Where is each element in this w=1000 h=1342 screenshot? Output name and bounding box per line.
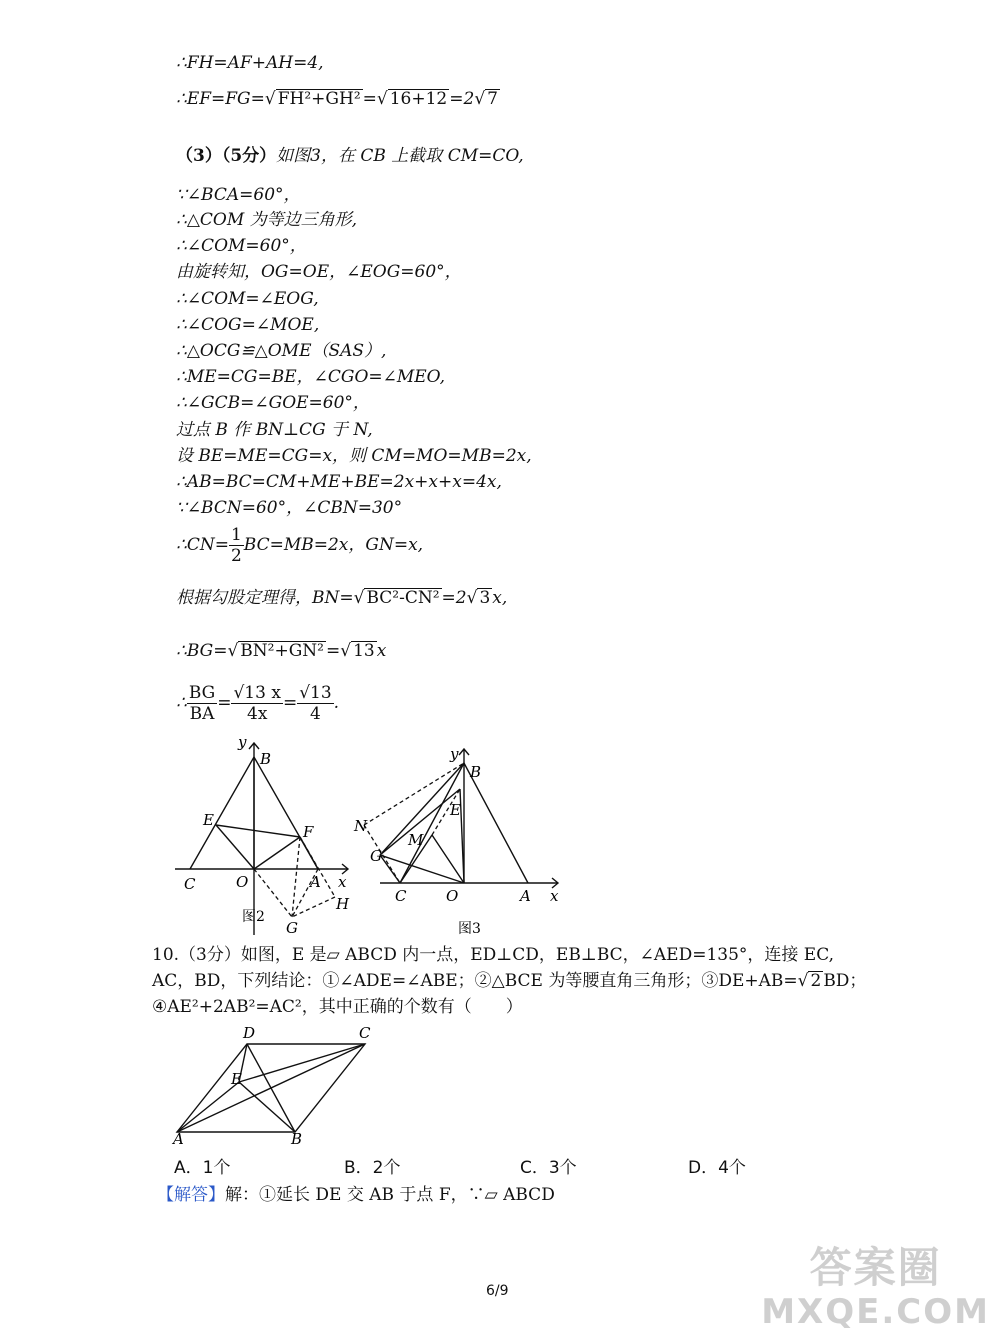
option-a[interactable]: A．1个	[174, 1158, 231, 1178]
fraction-sqrt13-4	[297, 683, 333, 724]
line17-radicand: BC²-CN²	[366, 588, 440, 608]
fig3-label-m: M	[408, 831, 424, 849]
q10-line2-post: BD；	[823, 971, 867, 991]
part3-heading	[176, 145, 524, 167]
solution-line-18: ∴BG=√ BN²+GN² =√ 13 x	[176, 641, 387, 661]
watermark-line-2: MXQE.COM	[761, 1292, 990, 1332]
fig2-label-b: B	[260, 750, 272, 768]
fig2-label-x: x	[338, 873, 347, 891]
fraction-sqrt13x-4x	[231, 683, 282, 724]
fig2-label-h: H	[336, 895, 350, 913]
line19-eq1: =	[217, 693, 232, 713]
line2-prefix: ∴EF=FG=	[176, 89, 265, 109]
line2-post: =2	[449, 89, 475, 109]
part3-text: 如图3，在 CB 上截取 CM=CO,	[276, 146, 524, 166]
line18-end: x	[376, 641, 387, 661]
solution-line-9: ∴△OCG≌△OME（SAS）,	[176, 341, 387, 361]
solution-line-10: ∴ME=CG=BE，∠CGO=∠MEO,	[176, 367, 446, 387]
fig2-label-f: F	[303, 823, 314, 841]
fig2-label-c: C	[184, 875, 196, 893]
fig3-label-e: E	[450, 801, 461, 819]
page-number: 6/9	[486, 1283, 509, 1299]
line17-end: x,	[492, 588, 508, 608]
fig3-caption: 图3	[458, 921, 481, 937]
fig3-label-x: x	[550, 887, 559, 905]
q10-label-d: D	[243, 1024, 256, 1042]
solution-line-17: 根据勾股定理得，BN=√ BC²-CN² =2√ 3 x,	[176, 588, 508, 608]
solution-line-6: 由旋转知，OG=OE，∠EOG=60°，	[176, 262, 462, 282]
watermark-line-1: 答案圈	[809, 1243, 942, 1292]
line17-prefix: 根据勾股定理得，BN=	[176, 588, 354, 608]
fig2-label-e: E	[203, 811, 214, 829]
option-c[interactable]: C．3个	[520, 1158, 577, 1178]
answer-text: 解：①延长 DE 交 AB 于点 F，∵▱ ABCD	[225, 1185, 555, 1205]
figure-q10	[165, 1022, 385, 1147]
solution-line-16	[176, 525, 423, 566]
line18-radicand: BN²+GN²	[240, 641, 324, 661]
fraction-num-sqrt13x: √13 x	[233, 683, 281, 703]
figure-3	[350, 745, 570, 940]
fig3-label-n: N	[354, 817, 368, 835]
line19-end: .	[333, 693, 340, 713]
question-10-line-3: ④AE²+2AB²=AC²，其中正确的个数有（ ）	[152, 997, 523, 1017]
line19-eq2: =	[282, 693, 298, 713]
fig3-label-y: y	[450, 745, 459, 763]
fraction-num-bg: BG	[188, 683, 216, 703]
solution-line-3: ∵∠BCA=60°，	[176, 185, 301, 205]
solution-line-13: 设 BE=ME=CG=x，则 CM=MO=MB=2x,	[176, 446, 532, 466]
fig3-label-a: A	[520, 887, 531, 905]
line18-radicand-2: 13	[353, 641, 375, 661]
fraction-bg-ba	[187, 683, 217, 724]
solution-line-8: ∴∠COG=∠MOE,	[176, 315, 320, 335]
fraction-den-4x: 4x	[247, 704, 268, 724]
fraction-den-ba: BA	[189, 704, 215, 724]
fig2-label-y: y	[238, 735, 247, 751]
fig3-label-o: O	[446, 887, 459, 905]
figure-2	[170, 735, 360, 935]
q10-label-b: B	[291, 1130, 303, 1147]
fig2-label-a: A	[310, 873, 321, 891]
fig2-label-o: O	[236, 873, 249, 891]
half-fraction	[229, 525, 244, 566]
solution-line-1: ∴FH=AF+AH=4,	[176, 53, 324, 73]
solution-line-4: ∴△COM 为等边三角形,	[176, 210, 358, 230]
line2-eq: =	[362, 89, 377, 109]
fig3-label-g: G	[370, 847, 382, 865]
q10-label-e: E	[231, 1070, 242, 1088]
line16-prefix: ∴CN=	[176, 535, 229, 555]
q10-line2-radicand: 2	[810, 971, 822, 991]
watermark-logo	[761, 1243, 990, 1334]
fraction-numerator: 1	[230, 525, 242, 545]
solution-line-15: ∵∠BCN=60°，∠CBN=30°	[176, 498, 403, 518]
line18-prefix: ∴BG=	[176, 641, 228, 661]
question-10-line-2: AC，BD，下列结论：①∠ADE=∠ABE；②△BCE 为等腰直角三角形；③DE+AB=√ 2 BD；	[152, 971, 867, 991]
solution-line-14: ∴AB=BC=CM+ME+BE=2x+x+x=4x,	[176, 472, 502, 492]
part3-head: （3）（5分）	[176, 146, 277, 166]
q10-label-a: A	[173, 1130, 184, 1147]
line2-radicand-2: 16+12	[389, 89, 448, 109]
line17-radicand-2: 3	[479, 588, 491, 608]
line2-radicand-3: 7	[487, 89, 498, 109]
fraction-denominator: 2	[230, 546, 242, 566]
fig3-label-b: B	[470, 763, 482, 781]
q10-line2-pre: AC，BD，下列结论：①∠ADE=∠ABE；②△BCE 为等腰直角三角形；③DE+AB=	[152, 971, 798, 991]
line17-post: =2	[441, 588, 467, 608]
fraction-num-sqrt13: √13	[299, 683, 332, 703]
question-10-line-1: 10.（3分）如图，E 是▱ ABCD 内一点，ED⊥CD，EB⊥BC，∠AED=135°，连接 EC,	[152, 945, 835, 965]
line2-radicand: FH²+GH²	[277, 89, 361, 109]
fig2-label-g: G	[286, 919, 298, 935]
option-b[interactable]: B．2个	[344, 1158, 401, 1178]
solution-line-19	[176, 683, 339, 724]
answer-tag: 【解答】	[157, 1185, 225, 1205]
solution-line-2: ∴EF=FG=√ FH²+GH² =√ 16+12 =2√ 7	[176, 89, 498, 109]
line19-prefix: ∴	[176, 693, 187, 713]
line16-post: BC=MB=2x，GN=x,	[243, 535, 424, 555]
option-d[interactable]: D．4个	[688, 1158, 746, 1178]
solution-line-5: ∴∠COM=60°，	[176, 236, 307, 256]
fig2-caption: 图2	[242, 909, 265, 925]
solution-line-11: ∴∠GCB=∠GOE=60°，	[176, 393, 370, 413]
line18-eq: =	[326, 641, 341, 661]
answer-line	[157, 1180, 555, 1205]
fig3-label-c: C	[395, 887, 407, 905]
solution-line-12: 过点 B 作 BN⊥CG 于 N,	[176, 420, 373, 440]
fraction-den-4: 4	[310, 704, 321, 724]
solution-line-7: ∴∠COM=∠EOG,	[176, 289, 319, 309]
q10-label-c: C	[359, 1024, 371, 1042]
